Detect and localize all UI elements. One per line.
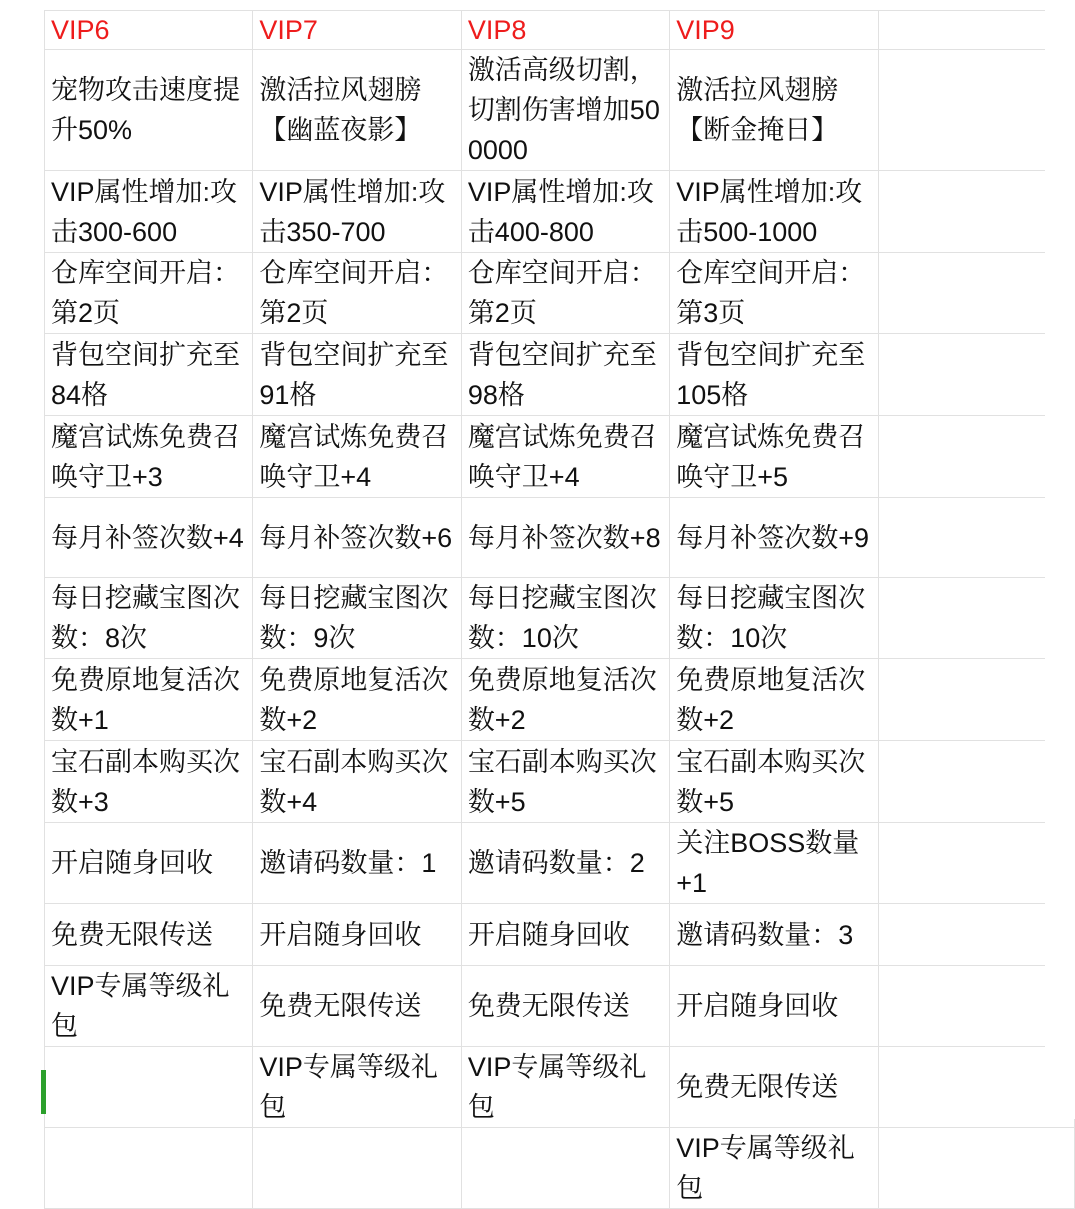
- table-cell[interactable]: 背包空间扩充至105格: [670, 334, 878, 416]
- table-cell[interactable]: 宝石副本购买次数+5: [461, 741, 669, 823]
- table-cell[interactable]: 关注BOSS数量+1: [670, 823, 878, 904]
- table-cell[interactable]: 背包空间扩充至98格: [461, 334, 669, 416]
- table-cell[interactable]: 开启随身回收: [45, 823, 253, 904]
- table-cell[interactable]: 免费原地复活次数+1: [45, 659, 253, 741]
- table-cell[interactable]: 每日挖藏宝图次数：9次: [253, 578, 461, 659]
- table-row: [45, 50, 1075, 171]
- header-cell-vip8[interactable]: VIP8: [461, 11, 669, 50]
- table-cell[interactable]: 激活拉风翅膀【幽蓝夜影】: [253, 50, 461, 171]
- table-cell[interactable]: 每月补签次数+4: [45, 498, 253, 578]
- table-cell[interactable]: 激活拉风翅膀【断金掩日】: [670, 50, 878, 171]
- table-cell[interactable]: VIP专属等级礼包: [670, 1128, 878, 1209]
- table-row: [45, 966, 1075, 1047]
- table-row: [45, 1128, 1075, 1209]
- table-cell[interactable]: 每日挖藏宝图次数：10次: [670, 578, 878, 659]
- table-row: [45, 498, 1075, 578]
- table-cell[interactable]: 宝石副本购买次数+3: [45, 741, 253, 823]
- table-cell[interactable]: VIP专属等级礼包: [45, 966, 253, 1047]
- table-cell[interactable]: 背包空间扩充至91格: [253, 334, 461, 416]
- table-cell[interactable]: 仓库空间开启：第2页: [45, 253, 253, 334]
- table-cell[interactable]: VIP属性增加:攻击400-800: [461, 171, 669, 253]
- sheet-edge: [1045, 0, 1075, 1119]
- vip-benefits-sheet: [44, 10, 1075, 1209]
- table-cell[interactable]: 宝石副本购买次数+4: [253, 741, 461, 823]
- table-cell[interactable]: [45, 1128, 253, 1209]
- table-cell[interactable]: 开启随身回收: [461, 904, 669, 966]
- table-cell[interactable]: 魔宫试炼免费召唤守卫+3: [45, 416, 253, 498]
- table-cell[interactable]: 免费无限传送: [253, 966, 461, 1047]
- vip-benefits-table: [44, 10, 1075, 1209]
- table-row: [45, 578, 1075, 659]
- table-cell[interactable]: [253, 1128, 461, 1209]
- table-cell[interactable]: 免费无限传送: [461, 966, 669, 1047]
- table-cell[interactable]: VIP专属等级礼包: [461, 1047, 669, 1128]
- header-cell-vip9[interactable]: VIP9: [670, 11, 878, 50]
- table-cell[interactable]: 宝石副本购买次数+5: [670, 741, 878, 823]
- table-row: [45, 659, 1075, 741]
- table-cell[interactable]: VIP专属等级礼包: [253, 1047, 461, 1128]
- table-cell[interactable]: 魔宫试炼免费召唤守卫+4: [461, 416, 669, 498]
- table-row: [45, 171, 1075, 253]
- table-cell[interactable]: 开启随身回收: [670, 966, 878, 1047]
- table-row: [45, 823, 1075, 904]
- table-cell[interactable]: 仓库空间开启：第2页: [253, 253, 461, 334]
- table-cell[interactable]: 免费无限传送: [45, 904, 253, 966]
- table-row: [45, 334, 1075, 416]
- table-cell[interactable]: 背包空间扩充至84格: [45, 334, 253, 416]
- table-cell[interactable]: [461, 1128, 669, 1209]
- table-cell[interactable]: [45, 1047, 253, 1128]
- table-cell[interactable]: 每日挖藏宝图次数：8次: [45, 578, 253, 659]
- header-row: [45, 11, 1075, 50]
- table-row: [45, 253, 1075, 334]
- table-cell[interactable]: 免费原地复活次数+2: [670, 659, 878, 741]
- table-cell[interactable]: 宠物攻击速度提升50%: [45, 50, 253, 171]
- table-cell[interactable]: 免费无限传送: [670, 1047, 878, 1128]
- table-cell[interactable]: VIP属性增加:攻击350-700: [253, 171, 461, 253]
- table-cell[interactable]: 免费原地复活次数+2: [253, 659, 461, 741]
- table-cell[interactable]: 每月补签次数+8: [461, 498, 669, 578]
- table-row: [45, 904, 1075, 966]
- header-cell-vip6[interactable]: VIP6: [45, 11, 253, 50]
- table-cell[interactable]: VIP属性增加:攻击500-1000: [670, 171, 878, 253]
- table-cell[interactable]: 魔宫试炼免费召唤守卫+5: [670, 416, 878, 498]
- empty-cell[interactable]: [878, 1128, 1074, 1209]
- table-cell[interactable]: 激活高级切割，切割伤害增加500000: [461, 50, 669, 171]
- table-cell[interactable]: 每日挖藏宝图次数：10次: [461, 578, 669, 659]
- table-cell[interactable]: 邀请码数量：2: [461, 823, 669, 904]
- table-cell[interactable]: 邀请码数量：3: [670, 904, 878, 966]
- table-cell[interactable]: VIP属性增加:攻击300-600: [45, 171, 253, 253]
- table-row: [45, 1047, 1075, 1128]
- table-cell[interactable]: 免费原地复活次数+2: [461, 659, 669, 741]
- table-cell[interactable]: 魔宫试炼免费召唤守卫+4: [253, 416, 461, 498]
- table-cell[interactable]: 每月补签次数+9: [670, 498, 878, 578]
- table-cell[interactable]: 开启随身回收: [253, 904, 461, 966]
- table-row: [45, 416, 1075, 498]
- table-row: [45, 741, 1075, 823]
- table-cell[interactable]: 仓库空间开启：第2页: [461, 253, 669, 334]
- selection-indicator: [41, 1070, 46, 1114]
- table-cell[interactable]: 邀请码数量：1: [253, 823, 461, 904]
- table-cell[interactable]: 仓库空间开启：第3页: [670, 253, 878, 334]
- header-cell-vip7[interactable]: VIP7: [253, 11, 461, 50]
- table-cell[interactable]: 每月补签次数+6: [253, 498, 461, 578]
